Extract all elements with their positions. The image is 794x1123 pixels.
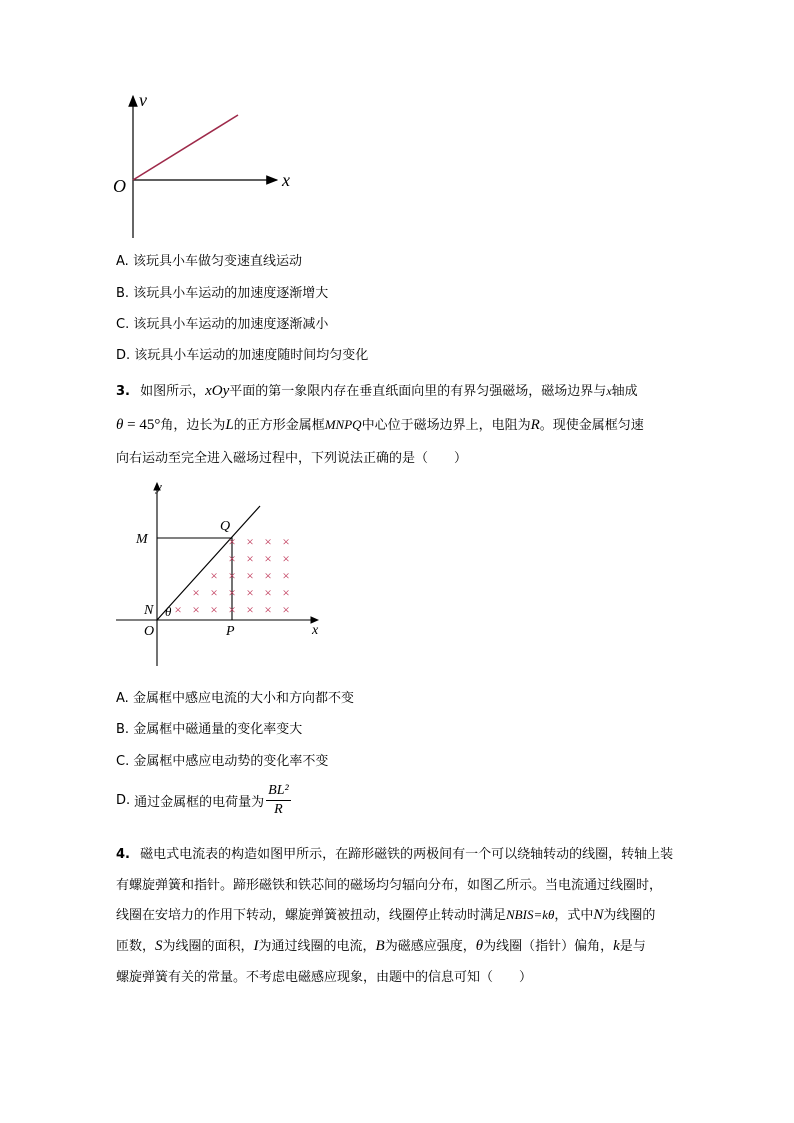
x-axis-label: x [312, 623, 319, 638]
field-cross-mark: × [246, 551, 254, 566]
q3-stem-line-1: 3. 如图所示，xOy平面的第一象限内存在垂直纸面向里的有界匀强磁场，磁场边界与x轴成 [116, 383, 638, 399]
q4-stem-line-4: 匝数，S为线圈的面积，I为通过线圈的电流，B为磁感应强度，θ为线圈（指针）偏角，k是与 [116, 938, 646, 954]
label-q: Q [220, 519, 231, 534]
magnetic-field-marks [174, 534, 289, 617]
field-cross-mark: × [264, 602, 272, 617]
origin-label: O [113, 176, 126, 196]
velocity-position-graph [105, 88, 305, 243]
q2-option-b[interactable]: B. 该玩具小车运动的加速度逐渐增大 [116, 286, 329, 301]
q2-option-d[interactable]: D. 该玩具小车运动的加速度随时间均匀变化 [116, 348, 369, 363]
q2-option-c[interactable]: C. 该玩具小车运动的加速度逐渐减小 [116, 317, 329, 332]
charge-fraction: $\frac{\text{BL²}}{R}$ [268, 783, 289, 817]
q3-option-b[interactable]: B. 金属框中磁通量的变化率变大 [116, 722, 303, 737]
q4-stem-line-1: 4. 磁电式电流表的构造如图甲所示，在蹄形磁铁的两极间有一个可以绕轴转动的线圈，转轴上装 [116, 847, 674, 862]
field-cross-mark: × [282, 534, 290, 549]
field-cross-mark: × [228, 551, 236, 566]
field-cross-mark: × [246, 585, 254, 600]
field-cross-mark: × [246, 602, 254, 617]
magnetic-field-diagram [112, 478, 334, 670]
q3-option-c[interactable]: C. 金属框中感应电动势的变化率不变 [116, 754, 329, 769]
y-axis-label: v [139, 90, 147, 110]
field-cross-mark: × [246, 534, 254, 549]
q4-stem-line-3: 线圈在安培力的作用下转动，螺旋弹簧被扭动，线圈停止转动时满足NBIS=kθ，式中N为线圈的 [116, 907, 656, 923]
q3-stem-line-3: 向右运动至完全进入磁场过程中，下列说法正确的是（ ） [116, 451, 468, 466]
y-axis-label: y [156, 479, 162, 494]
q3-option-d[interactable]: D. 通过金属框的电荷量为 $\frac{\text{BL²}}{R}$ [116, 783, 289, 817]
q3-number: 3. [116, 384, 130, 399]
field-cross-mark: × [282, 585, 290, 600]
field-cross-mark: × [228, 534, 236, 549]
field-cross-mark: × [264, 534, 272, 549]
q3-stem-line-2: θ = 45°角，边长为L的正方形金属框MNPQ中心位于磁场边界上，电阻为R。现使金属框匀速 [116, 417, 644, 433]
q4-stem-line-5: 螺旋弹簧有关的常量。不考虑电磁感应现象，由题中的信息可知（ ） [116, 970, 533, 985]
label-n: N [144, 603, 154, 618]
origin-label: O [144, 624, 155, 639]
label-p: P [226, 624, 235, 639]
q4-number: 4. [116, 847, 130, 862]
q4-stem-line-2: 有螺旋弹簧和指针。蹄形磁铁和铁芯间的磁场均匀辐向分布，如图乙所示。当电流通过线圈时， [116, 878, 663, 893]
field-cross-mark: × [228, 585, 236, 600]
x-axis-label: x [282, 170, 290, 190]
field-cross-mark: × [210, 602, 218, 617]
field-cross-mark: × [264, 568, 272, 583]
field-cross-mark: × [192, 585, 200, 600]
field-cross-mark: × [210, 585, 218, 600]
field-cross-mark: × [282, 568, 290, 583]
label-theta: θ [165, 604, 172, 619]
q2-option-a[interactable]: A. 该玩具小车做匀变速直线运动 [116, 254, 302, 269]
field-cross-mark: × [210, 568, 218, 583]
field-boundary [157, 506, 260, 620]
label-m: M [136, 532, 148, 547]
field-cross-mark: × [246, 568, 254, 583]
q3-option-a[interactable]: A. 金属框中感应电流的大小和方向都不变 [116, 691, 354, 706]
field-cross-mark: × [228, 568, 236, 583]
field-cross-mark: × [282, 602, 290, 617]
field-cross-mark: × [228, 602, 236, 617]
velocity-line [133, 115, 238, 180]
field-cross-mark: × [264, 551, 272, 566]
field-cross-mark: × [174, 602, 182, 617]
field-cross-mark: × [264, 585, 272, 600]
field-cross-mark: × [192, 602, 200, 617]
field-cross-mark: × [282, 551, 290, 566]
